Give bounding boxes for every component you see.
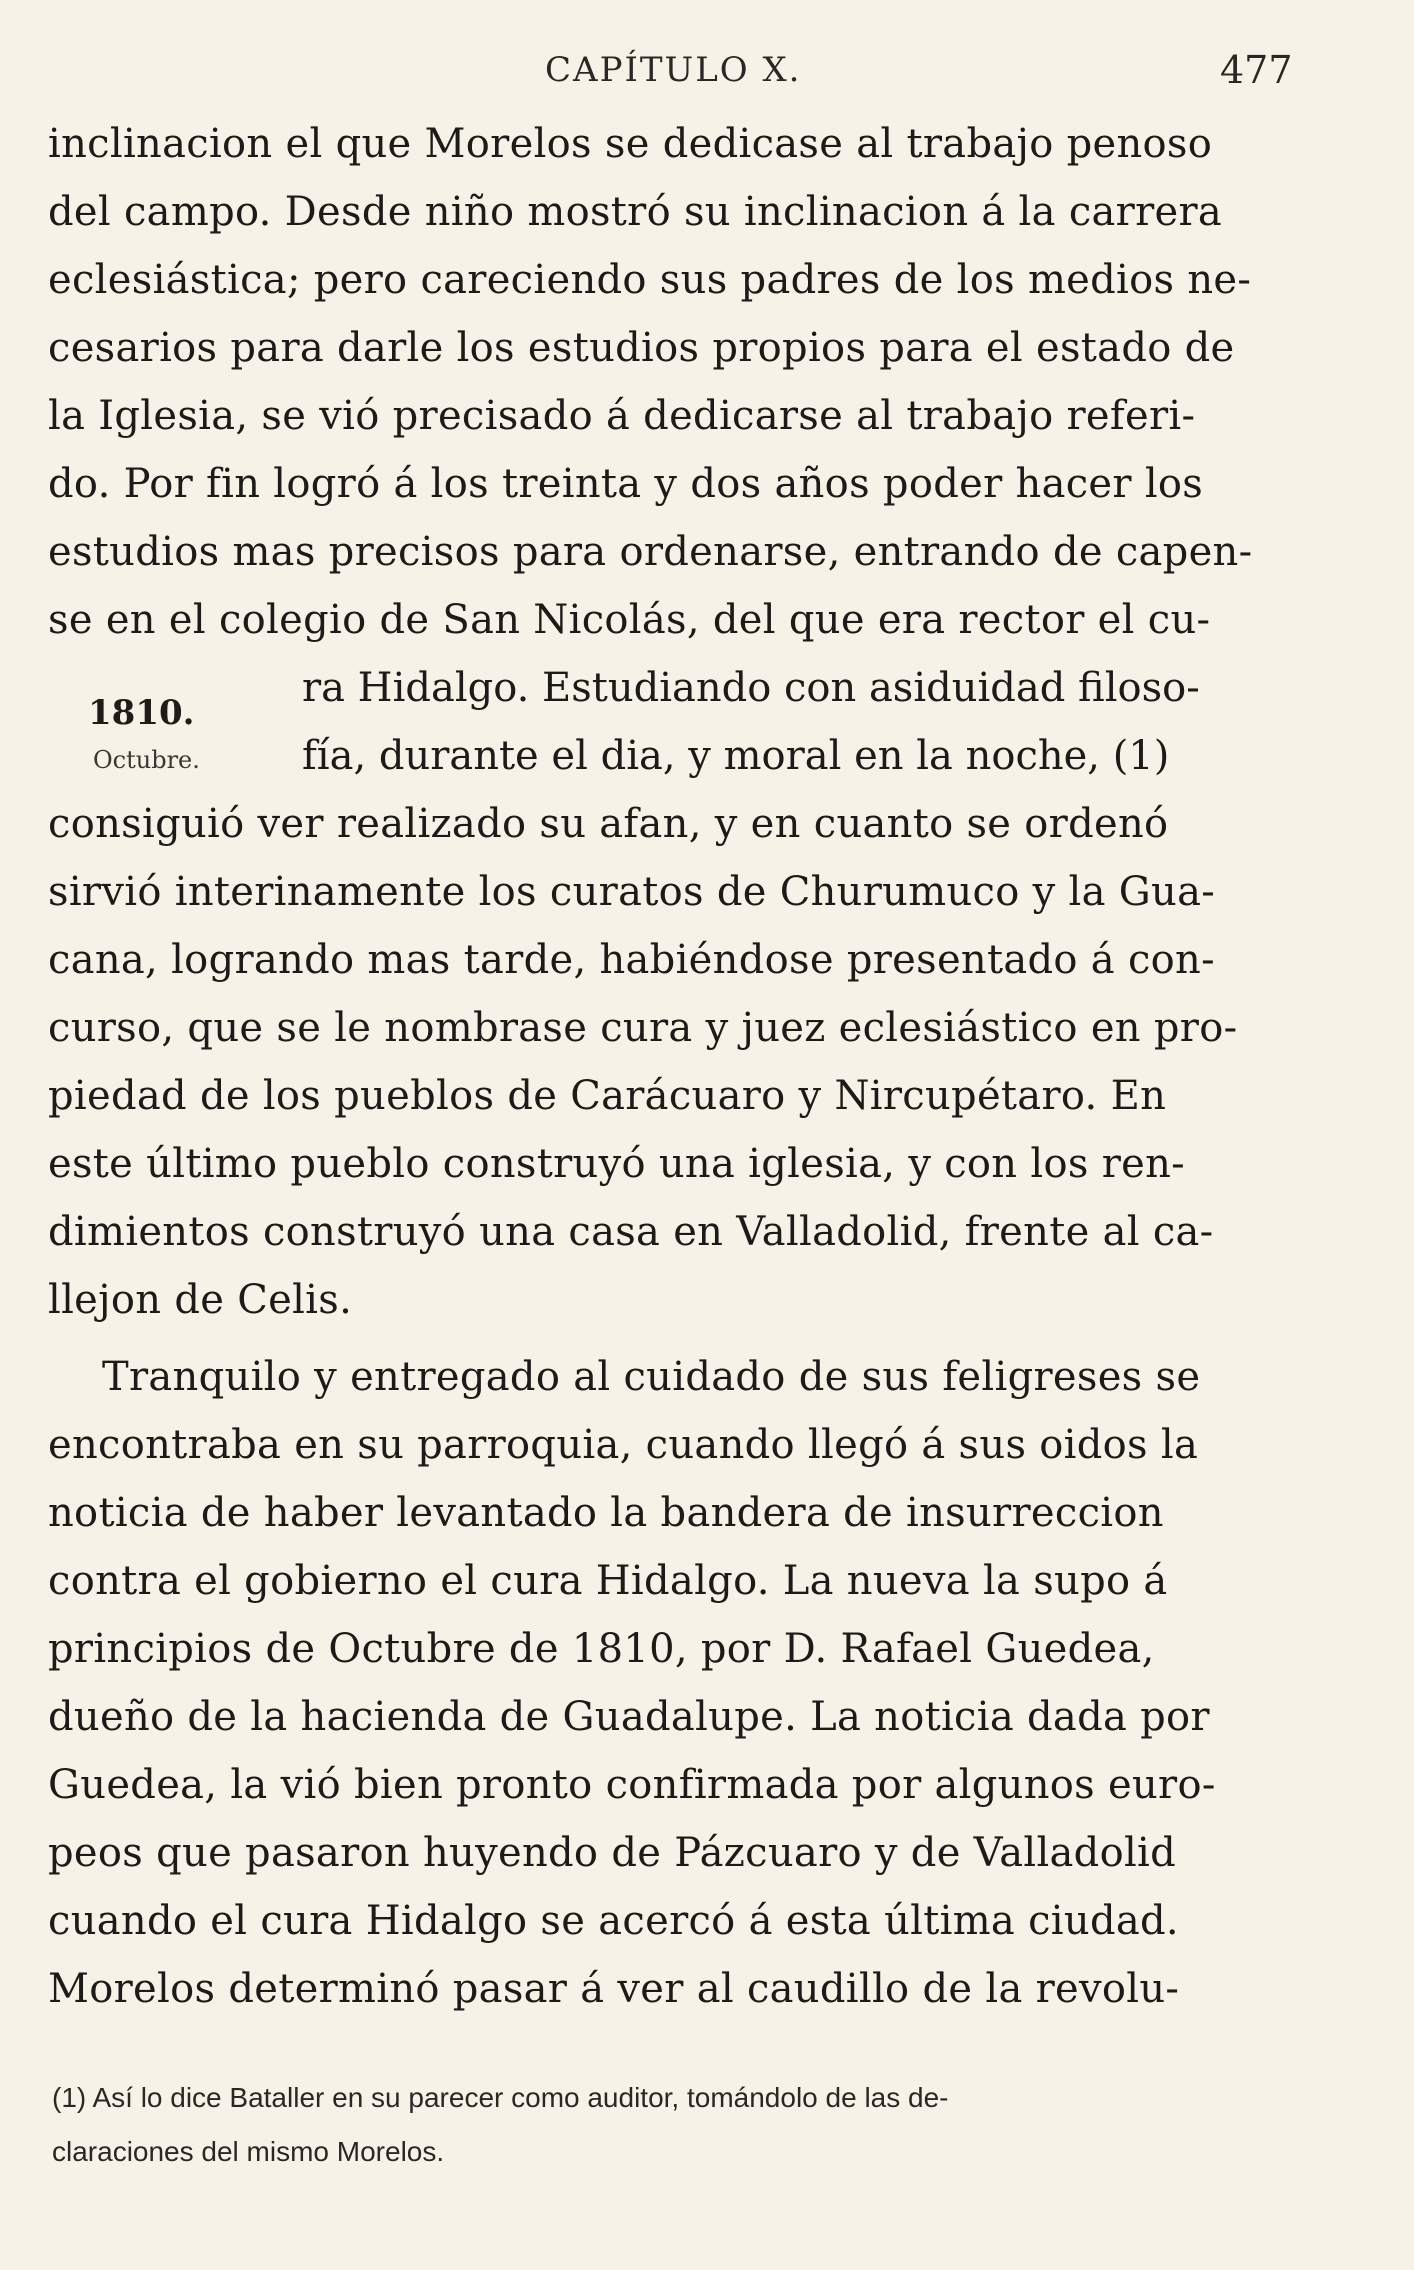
text-line: estudios mas precisos para ordenarse, entrando de capen-: [48, 529, 1253, 575]
text-line: sirvió interinamente los curatos de Churumuco y la Gua-: [48, 869, 1216, 915]
text-line: dueño de la hacienda de Guadalupe. La noticia dada por: [48, 1694, 1210, 1740]
margin-year: 1810.: [88, 693, 195, 733]
paragraph-start-line: Tranquilo y entregado al cuidado de sus feligreses se: [102, 1354, 1201, 1400]
text-line: se en el colegio de San Nicolás, del que era rector el cu-: [48, 597, 1211, 643]
text-line: encontraba en su parroquia, cuando llegó á sus oidos la: [48, 1422, 1199, 1468]
text-line: dimientos construyó una casa en Valladolid, frente al ca-: [48, 1209, 1214, 1255]
margin-month: Octubre.: [93, 746, 200, 774]
text-line: del campo. Desde niño mostró su inclinacion á la carrera: [48, 189, 1223, 235]
text-line: piedad de los pueblos de Carácuaro y Nircupétaro. En: [48, 1073, 1167, 1119]
text-line: cesarios para darle los estudios propios para el estado de: [48, 325, 1235, 371]
text-line: Morelos determinó pasar á ver al caudillo de la revolu-: [48, 1966, 1180, 2012]
text-line: do. Por fin logró á los treinta y dos años poder hacer los: [48, 461, 1204, 507]
text-line: cuando el cura Hidalgo se acercó á esta última ciudad.: [48, 1898, 1179, 1944]
text-line: principios de Octubre de 1810, por D. Rafael Guedea,: [48, 1626, 1155, 1672]
text-line: cana, logrando mas tarde, habiéndose presentado á con-: [48, 937, 1215, 983]
footnote-line: (1) Así lo dice Bataller en su parecer como auditor, tomándolo de las de-: [52, 2082, 949, 2113]
footnote-line: claraciones del mismo Morelos.: [52, 2136, 445, 2167]
text-line: Guedea, la vió bien pronto confirmada por algunos euro-: [48, 1762, 1216, 1808]
text-line: peos que pasaron huyendo de Pázcuaro y de Valladolid: [48, 1830, 1177, 1876]
running-title: CAPÍTULO X.: [545, 50, 802, 90]
text-line: contra el gobierno el cura Hidalgo. La nueva la supo á: [48, 1558, 1168, 1604]
text-line: curso, que se le nombrase cura y juez eclesiástico en pro-: [48, 1005, 1238, 1051]
text-line: noticia de haber levantado la bandera de insurreccion: [48, 1490, 1164, 1536]
text-line: ra Hidalgo. Estudiando con asiduidad filoso-: [302, 665, 1200, 711]
text-line: consiguió ver realizado su afan, y en cuanto se ordenó: [48, 801, 1169, 847]
page-number: 477: [1220, 48, 1293, 92]
text-line: inclinacion el que Morelos se dedicase al trabajo penoso: [48, 121, 1213, 167]
text-line: llejon de Celis.: [48, 1277, 353, 1323]
text-line: este último pueblo construyó una iglesia, y con los ren-: [48, 1141, 1185, 1187]
text-line: eclesiástica; pero careciendo sus padres de los medios ne-: [48, 257, 1252, 303]
text-line: fía, durante el dia, y moral en la noche, (1): [302, 733, 1170, 779]
text-line: la Iglesia, se vió precisado á dedicarse al trabajo referi-: [48, 393, 1196, 439]
